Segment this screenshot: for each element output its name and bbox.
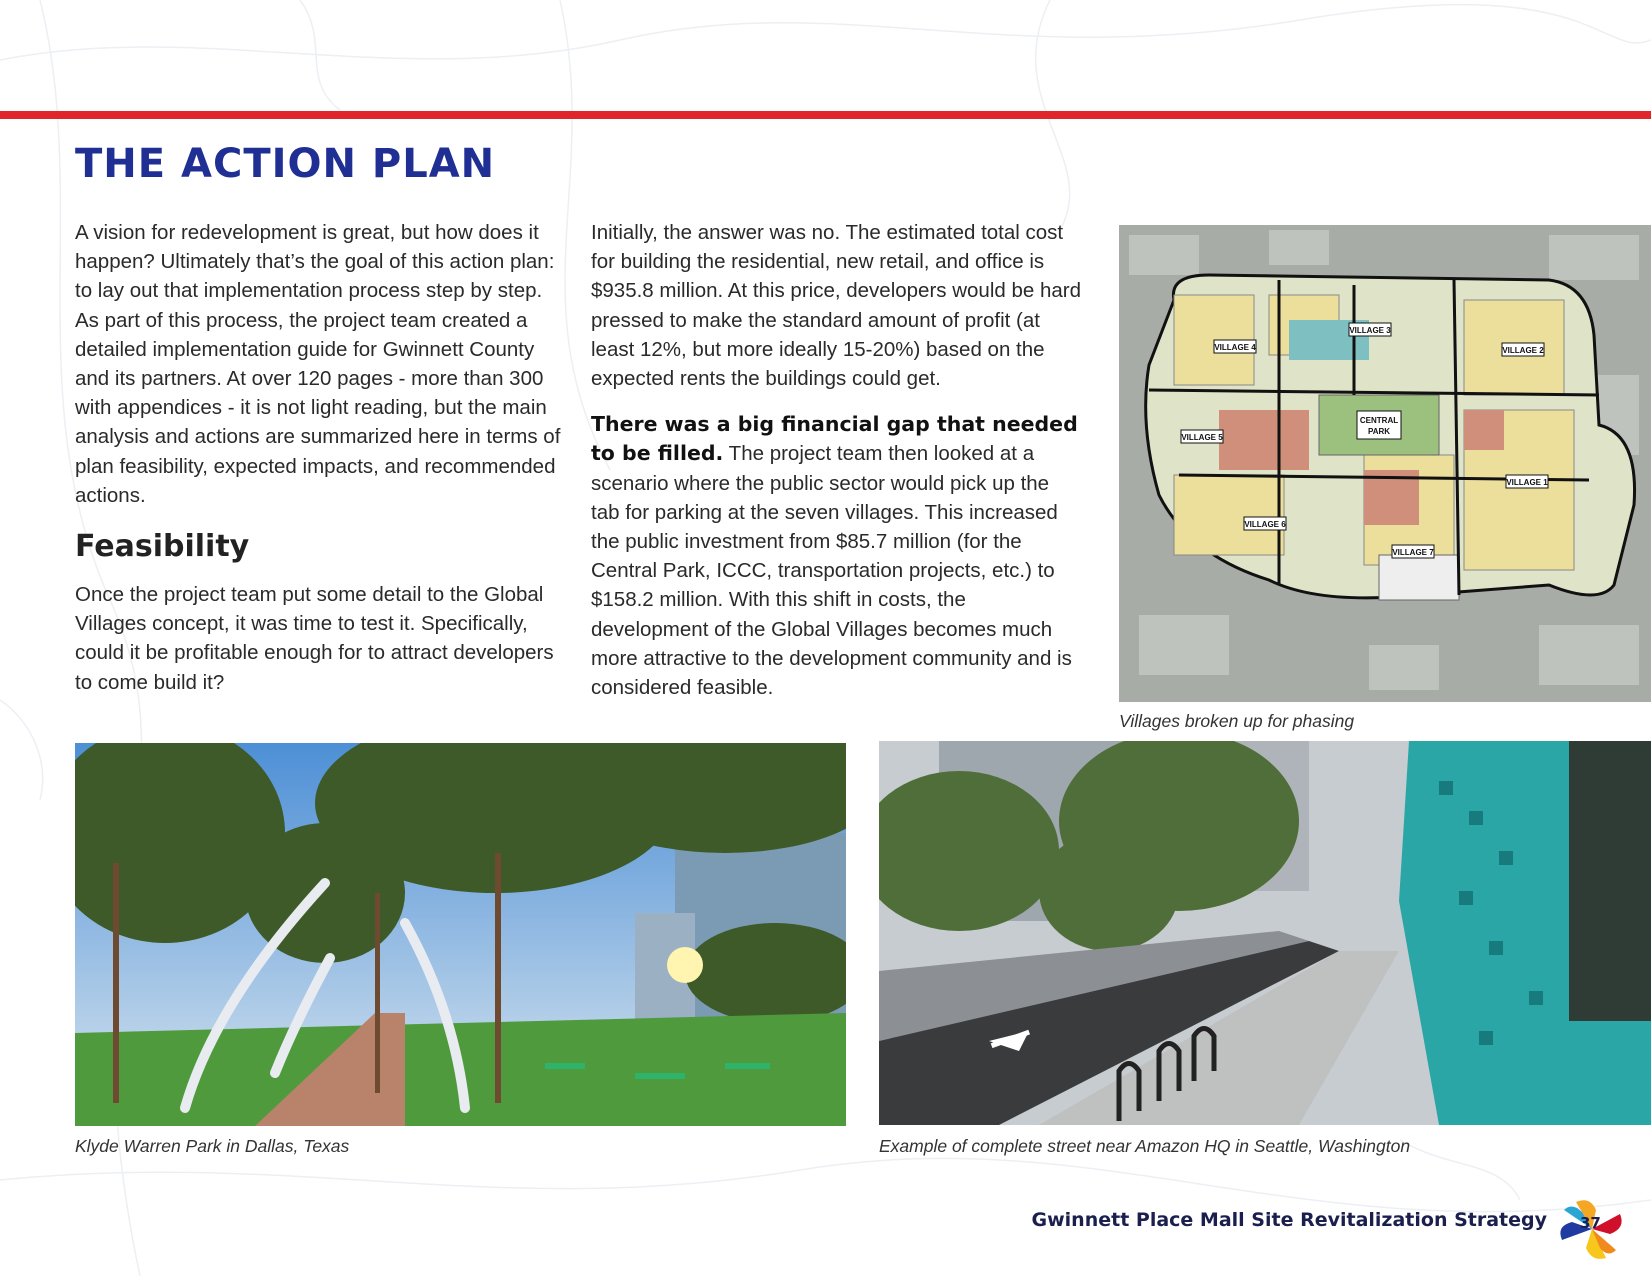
page-title: THE ACTION PLAN xyxy=(75,141,496,187)
village-2-label: VILLAGE 2 xyxy=(1502,346,1544,355)
park-caption: Klyde Warren Park in Dallas, Texas xyxy=(75,1136,350,1156)
central-park-label-2: PARK xyxy=(1367,427,1391,436)
village-7-label: VILLAGE 7 xyxy=(1392,548,1434,557)
village-6-label: VILLAGE 6 xyxy=(1244,520,1286,529)
cost-paragraph: Initially, the answer was no. The estimated total cost for building the residential, new retail, and office is $935.8 million. At this price, developers would be hard pressed to make the standard amount of profit (at least 12%, but more ideally 15-20%) based on the expected rents the buildings could get. xyxy=(591,221,1082,391)
village-5-label: VILLAGE 5 xyxy=(1181,433,1223,442)
feasibility-paragraph: Once the project team put some detail to the Global Villages concept, it was time to test it. Specifically, could it be profitable enough for to attract developers to come build it? xyxy=(75,583,554,694)
gap-lead-bold: There was a big financial gap that needed to be filled. xyxy=(591,412,1078,466)
central-park-label-1: CENTRAL xyxy=(1359,416,1399,425)
header-red-rule xyxy=(0,111,1651,119)
gap-paragraph-rest: The project team then looked at a scenario where the public sector would pick up the tab for parking at the seven villages. This increased the public investment from $85.7 million (for the Central Park, ICCC, transportation projects, etc.) to $158.2 million. With this shift in costs, the development of the Global Villages becomes much more attractive to the development community and is considered feasible. xyxy=(591,442,1072,700)
village-1-label: VILLAGE 1 xyxy=(1506,478,1548,487)
villages-map-image xyxy=(1119,225,1651,702)
gap-paragraph xyxy=(591,410,1081,702)
feasibility-heading: Feasibility xyxy=(75,529,250,565)
left-column xyxy=(75,218,565,697)
village-4-label: VILLAGE 4 xyxy=(1214,343,1256,352)
intro-paragraph: A vision for redevelopment is great, but how does it happen? Ultimately that’s the goal of this action plan: to lay out that implementation process step by step. As part of this process, the project team created a detailed implementation guide for Gwinnett County and its partners. At over 120 pages - more than 300 with appendices - it is not light reading, but the main analysis and actions are summarized here in terms of plan feasibility, expected impacts, and recommended actions. xyxy=(75,221,561,507)
park-photo xyxy=(75,743,846,1126)
middle-column xyxy=(591,218,1081,702)
page-number: 37 xyxy=(1580,1214,1601,1232)
map-caption: Villages broken up for phasing xyxy=(1119,711,1355,731)
street-photo xyxy=(879,741,1651,1125)
village-3-label: VILLAGE 3 xyxy=(1349,326,1391,335)
footer-document-title: Gwinnett Place Mall Site Revitalization Strategy xyxy=(1031,1209,1547,1231)
street-caption: Example of complete street near Amazon HQ in Seattle, Washington xyxy=(879,1136,1411,1156)
